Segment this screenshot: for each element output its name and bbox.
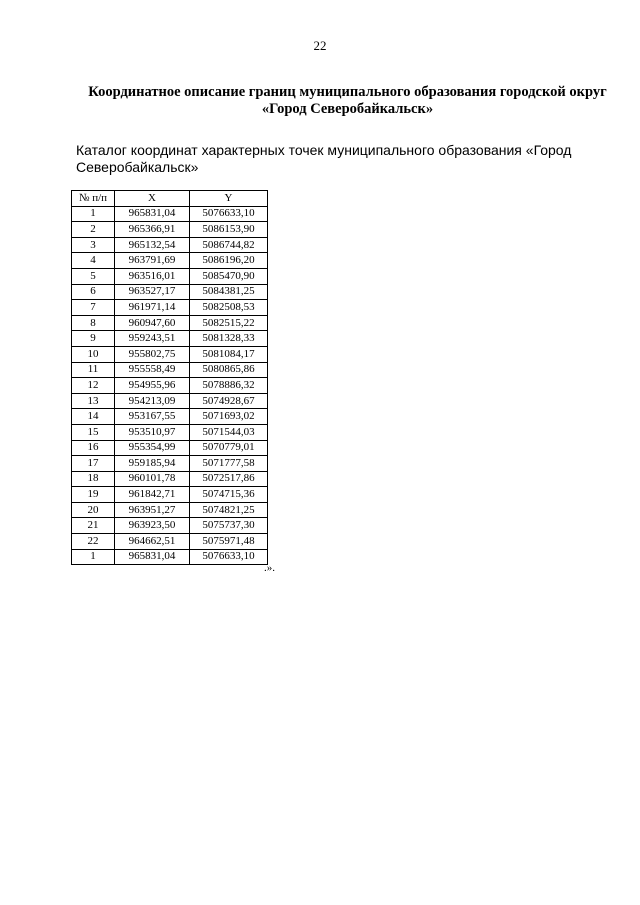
cell-point-number: 8 bbox=[72, 315, 115, 331]
cell-point-number: 17 bbox=[72, 456, 115, 472]
cell-x: 960947,60 bbox=[115, 315, 190, 331]
table-row bbox=[72, 268, 268, 284]
cell-x: 964662,51 bbox=[115, 534, 190, 550]
cell-y: 5071777,58 bbox=[190, 456, 268, 472]
cell-x: 963527,17 bbox=[115, 284, 190, 300]
cell-point-number: 10 bbox=[72, 346, 115, 362]
table-row bbox=[72, 518, 268, 534]
header-y: Y bbox=[190, 191, 268, 207]
cell-point-number: 22 bbox=[72, 534, 115, 550]
cell-y: 5086196,20 bbox=[190, 253, 268, 269]
cell-y: 5085470,90 bbox=[190, 268, 268, 284]
table-row bbox=[72, 534, 268, 550]
cell-y: 5082508,53 bbox=[190, 300, 268, 316]
cell-y: 5075971,48 bbox=[190, 534, 268, 550]
table-row bbox=[72, 409, 268, 425]
table-row bbox=[72, 487, 268, 503]
cell-y: 5082515,22 bbox=[190, 315, 268, 331]
cell-point-number: 1 bbox=[72, 206, 115, 222]
coordinates-table-body bbox=[72, 206, 268, 565]
document-title: Координатное описание границ муниципального образования городской округ «Город Северобайкальск» bbox=[88, 84, 607, 117]
cell-y: 5074928,67 bbox=[190, 393, 268, 409]
table-row bbox=[72, 362, 268, 378]
cell-point-number: 13 bbox=[72, 393, 115, 409]
cell-x: 955354,99 bbox=[115, 440, 190, 456]
cell-x: 961971,14 bbox=[115, 300, 190, 316]
cell-x: 963791,69 bbox=[115, 253, 190, 269]
table-row bbox=[72, 502, 268, 518]
table-row bbox=[72, 253, 268, 269]
table-row bbox=[72, 424, 268, 440]
table-row bbox=[72, 393, 268, 409]
table-header-row bbox=[72, 191, 268, 207]
cell-y: 5081084,17 bbox=[190, 346, 268, 362]
table-row bbox=[72, 471, 268, 487]
table-row bbox=[72, 346, 268, 362]
cell-y: 5076633,10 bbox=[190, 206, 268, 222]
cell-y: 5084381,25 bbox=[190, 284, 268, 300]
cell-point-number: 19 bbox=[72, 487, 115, 503]
cell-x: 963951,27 bbox=[115, 502, 190, 518]
cell-x: 954213,09 bbox=[115, 393, 190, 409]
closing-mark: .». bbox=[264, 562, 275, 574]
cell-x: 953510,97 bbox=[115, 424, 190, 440]
cell-point-number: 15 bbox=[72, 424, 115, 440]
cell-point-number: 4 bbox=[72, 253, 115, 269]
cell-y: 5071544,03 bbox=[190, 424, 268, 440]
coordinates-table bbox=[71, 190, 268, 565]
cell-y: 5081328,33 bbox=[190, 331, 268, 347]
table-row bbox=[72, 206, 268, 222]
table-row bbox=[72, 300, 268, 316]
table-row bbox=[72, 237, 268, 253]
cell-point-number: 14 bbox=[72, 409, 115, 425]
catalog-caption: Каталог координат характерных точек муниципального образования «Город Северобайкальск» bbox=[76, 142, 572, 175]
table-row bbox=[72, 284, 268, 300]
cell-point-number: 21 bbox=[72, 518, 115, 534]
cell-x: 959243,51 bbox=[115, 331, 190, 347]
cell-point-number: 7 bbox=[72, 300, 115, 316]
cell-point-number: 3 bbox=[72, 237, 115, 253]
cell-x: 963923,50 bbox=[115, 518, 190, 534]
cell-y: 5075737,30 bbox=[190, 518, 268, 534]
cell-y: 5078886,32 bbox=[190, 378, 268, 394]
table-row bbox=[72, 440, 268, 456]
cell-point-number: 18 bbox=[72, 471, 115, 487]
cell-point-number: 12 bbox=[72, 378, 115, 394]
page-number: 22 bbox=[313, 38, 327, 53]
cell-y: 5074821,25 bbox=[190, 502, 268, 518]
cell-y: 5070779,01 bbox=[190, 440, 268, 456]
cell-y: 5076633,10 bbox=[190, 549, 268, 565]
cell-x: 963516,01 bbox=[115, 268, 190, 284]
cell-x: 965132,54 bbox=[115, 237, 190, 253]
cell-x: 960101,78 bbox=[115, 471, 190, 487]
cell-point-number: 1 bbox=[72, 549, 115, 565]
cell-y: 5080865,86 bbox=[190, 362, 268, 378]
cell-point-number: 9 bbox=[72, 331, 115, 347]
table-row bbox=[72, 315, 268, 331]
cell-x: 965366,91 bbox=[115, 222, 190, 238]
table-row bbox=[72, 222, 268, 238]
cell-x: 955558,49 bbox=[115, 362, 190, 378]
header-x: X bbox=[115, 191, 190, 207]
cell-y: 5086744,82 bbox=[190, 237, 268, 253]
cell-point-number: 20 bbox=[72, 502, 115, 518]
cell-x: 961842,71 bbox=[115, 487, 190, 503]
table-row bbox=[72, 549, 268, 565]
table-row bbox=[72, 456, 268, 472]
cell-x: 953167,55 bbox=[115, 409, 190, 425]
cell-y: 5074715,36 bbox=[190, 487, 268, 503]
cell-point-number: 6 bbox=[72, 284, 115, 300]
table-row bbox=[72, 378, 268, 394]
header-point-number: № п/п bbox=[72, 191, 115, 207]
cell-x: 955802,75 bbox=[115, 346, 190, 362]
cell-x: 965831,04 bbox=[115, 549, 190, 565]
cell-x: 965831,04 bbox=[115, 206, 190, 222]
cell-y: 5072517,86 bbox=[190, 471, 268, 487]
table-row bbox=[72, 331, 268, 347]
cell-x: 954955,96 bbox=[115, 378, 190, 394]
cell-x: 959185,94 bbox=[115, 456, 190, 472]
cell-y: 5086153,90 bbox=[190, 222, 268, 238]
cell-point-number: 16 bbox=[72, 440, 115, 456]
cell-point-number: 5 bbox=[72, 268, 115, 284]
cell-y: 5071693,02 bbox=[190, 409, 268, 425]
cell-point-number: 11 bbox=[72, 362, 115, 378]
cell-point-number: 2 bbox=[72, 222, 115, 238]
